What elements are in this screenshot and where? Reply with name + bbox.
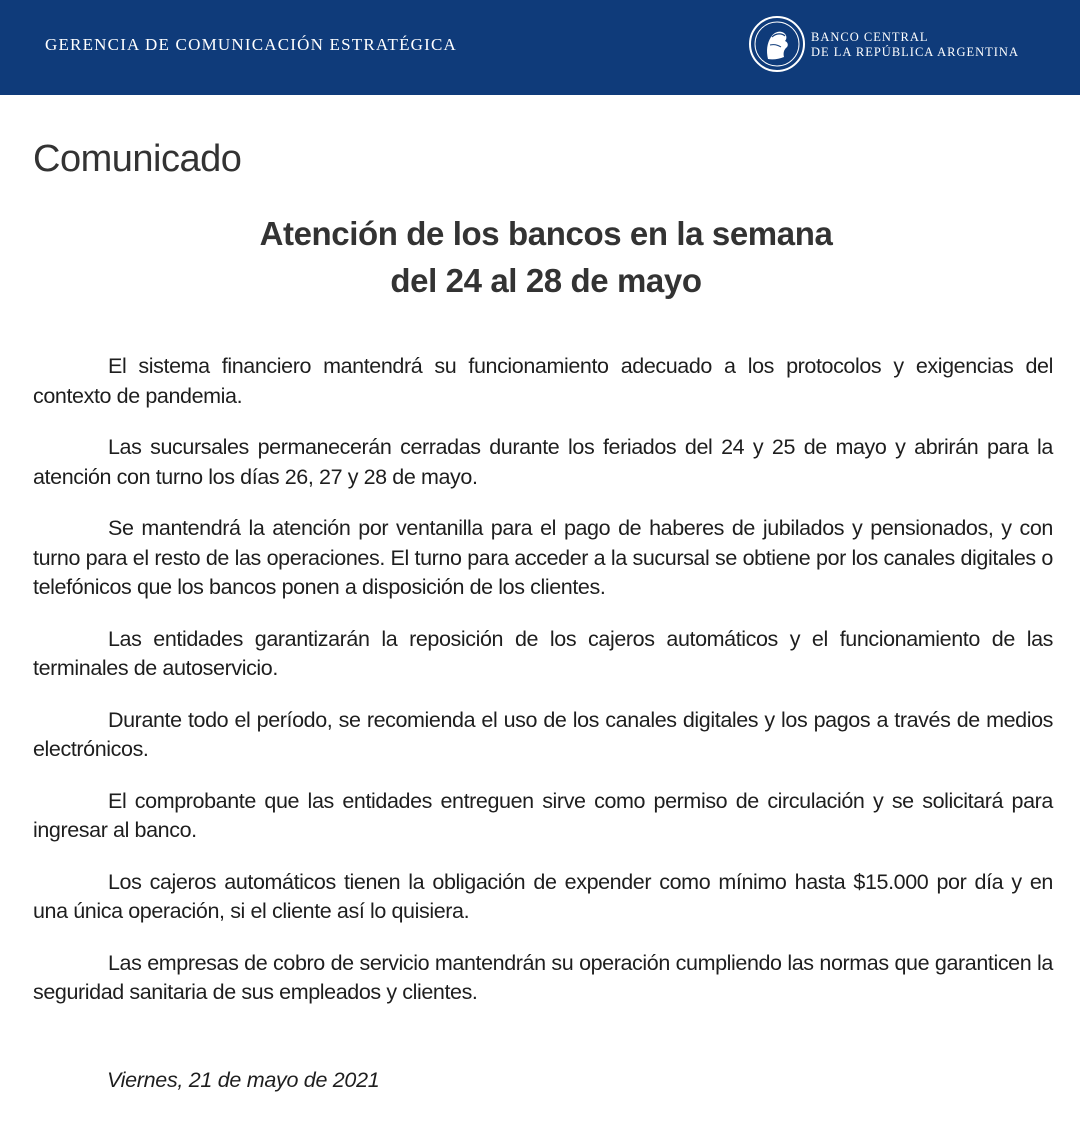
paragraph: Las entidades garantizarán la reposición de los cajeros automáticos y el funcionamiento de las terminales de autoservicio. xyxy=(33,626,1053,680)
paragraph: El comprobante que las entidades entreguen sirve como permiso de circulación y se solicitará para ingresar al banco. xyxy=(33,788,1053,842)
title-line-1: Atención de los bancos en la semana xyxy=(259,215,833,252)
document-body xyxy=(33,352,1053,1030)
paragraph: Durante todo el período, se recomienda el uso de los canales digitales y los pagos a través de medios electrónicos. xyxy=(33,707,1053,761)
document-date: Viernes, 21 de mayo de 2021 xyxy=(107,1068,380,1092)
title-line-2: del 24 al 28 de mayo xyxy=(390,262,702,299)
bank-name xyxy=(811,30,1019,60)
bank-name-line2: DE LA REPÚBLICA ARGENTINA xyxy=(811,45,1019,59)
bank-name-line1: BANCO CENTRAL xyxy=(811,30,929,44)
department-name: GERENCIA DE COMUNICACIÓN ESTRATÉGICA xyxy=(45,35,458,54)
header-bar xyxy=(0,0,1080,95)
paragraph: Se mantendrá la atención por ventanilla para el pago de haberes de jubilados y pensionados, y con turno para el resto de las operaciones. El turno para acceder a la sucursal se obtiene por los canales digitales o telefónicos que los bancos ponen a disposición de los clientes. xyxy=(33,516,1053,599)
document-type: Comunicado xyxy=(33,138,242,180)
paragraph: Las empresas de cobro de servicio mantendrán su operación cumpliendo las normas que garanticen la seguridad sanitaria de sus empleados y clientes. xyxy=(33,950,1053,1004)
paragraph: Las sucursales permanecerán cerradas durante los feriados del 24 y 25 de mayo y abrirán para la atención con turno los días 26, 27 y 28 de mayo. xyxy=(33,435,1053,489)
bcra-seal-icon xyxy=(748,15,806,73)
paragraph: Los cajeros automáticos tienen la obligación de expender como mínimo hasta $15.000 por día y en una única operación, si el cliente así lo quisiera. xyxy=(33,869,1053,923)
paragraph: El sistema financiero mantendrá su funcionamiento adecuado a los protocolos y exigencias del contexto de pandemia. xyxy=(33,354,1053,408)
document-title xyxy=(0,210,1080,304)
